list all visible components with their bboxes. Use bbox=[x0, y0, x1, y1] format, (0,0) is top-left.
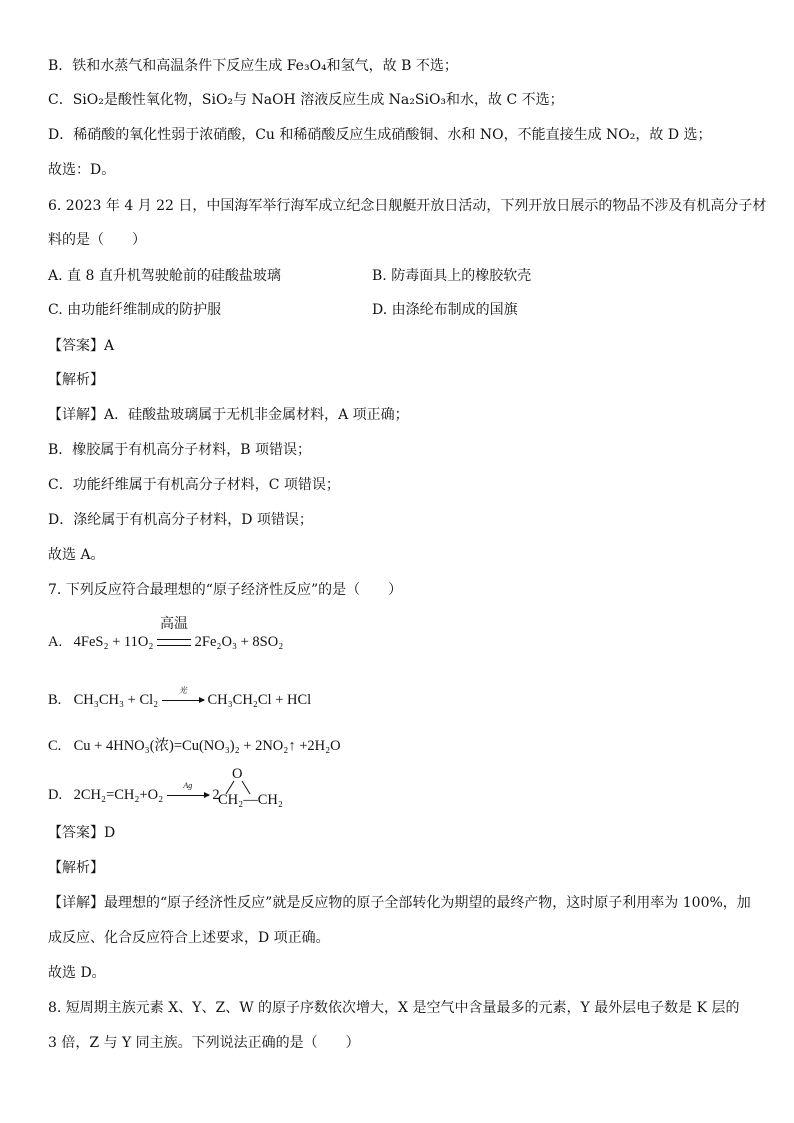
eq-d-condition-text: Ag bbox=[183, 781, 193, 790]
eq-d-coefficient: 2 bbox=[212, 787, 220, 803]
q7-answer: 【答案】D bbox=[48, 825, 116, 841]
q7-equation-d bbox=[48, 781, 220, 805]
eq-d-label: D. bbox=[48, 787, 63, 803]
eq-a-condition bbox=[157, 617, 191, 652]
eq-d-reactants: 2CH₂=CH₂+O₂ bbox=[73, 787, 164, 803]
reaction-arrow-icon bbox=[162, 700, 204, 701]
q6-option-c: C. 由功能纤维制成的防护服 bbox=[48, 302, 222, 318]
eq-d-condition bbox=[167, 781, 209, 805]
reaction-arrow-icon bbox=[167, 795, 209, 796]
q7-equation-c bbox=[48, 736, 341, 756]
eq-b-reactants: CH₃CH₃ + Cl₂ bbox=[73, 692, 159, 708]
question-6-stem: 6. 2023 年 4 月 22 日，中国海军举行海军成立纪念日舰艇开放日活动，下列开放日展示的物品不涉及有机高分子材 bbox=[48, 198, 767, 214]
q6-detail-b: B．橡胶属于有机高分子材料，B 项错误； bbox=[48, 442, 312, 458]
eq-b-products: CH₃CH₂Cl + HCl bbox=[207, 692, 312, 708]
q6-option-d: D. 由涤纶布制成的国旗 bbox=[372, 302, 518, 318]
q7-analysis-heading: 【解析】 bbox=[48, 860, 104, 876]
line-answer-d: 故选：D。 bbox=[48, 162, 116, 178]
line-b-iron: B．铁和水蒸气和高温条件下反应生成 Fe₃O₄和氢气，故 B 不选； bbox=[48, 58, 458, 74]
line-c-sio2: C．SiO₂是酸性氧化物，SiO₂与 NaOH 溶液反应生成 Na₂SiO₃和水，故 C 不选； bbox=[48, 92, 564, 108]
q7-equation-a bbox=[48, 617, 284, 652]
eq-b-condition bbox=[162, 686, 204, 710]
double-line-sign bbox=[157, 639, 191, 646]
q6-answer: 【答案】A bbox=[48, 338, 115, 354]
eq-a-products: 2Fe₂O₃ + 8SO₂ bbox=[194, 634, 284, 650]
eq-a-label: A. bbox=[48, 634, 63, 650]
q7-detail-b: 成反应、化合反应符合上述要求，D 项正确。 bbox=[48, 930, 330, 946]
eq-a-condition-text: 高温 bbox=[160, 617, 189, 632]
q6-detail-a: 【详解】A．硅酸盐玻璃属于无机非金属材料，A 项正确； bbox=[48, 407, 409, 423]
q6-detail-c: C．功能纤维属于有机高分子材料，C 项错误； bbox=[48, 477, 340, 493]
q6-analysis-heading: 【解析】 bbox=[48, 372, 104, 388]
eq-b-condition-text: 光 bbox=[178, 686, 187, 695]
q6-detail-d: D．涤纶属于有机高分子材料，D 项错误； bbox=[48, 512, 313, 528]
eq-c-label: C. bbox=[48, 738, 62, 754]
eq-c-text: Cu + 4HNO₃(浓)=Cu(NO₃)₂ + 2NO₂↑ +2H₂O bbox=[73, 738, 341, 754]
q6-conclusion: 故选 A。 bbox=[48, 547, 105, 563]
eq-a-reactants: 4FeS₂ + 11O₂ bbox=[73, 634, 154, 650]
line-d-nitric: D．稀硝酸的氧化性弱于浓硝酸，Cu 和稀硝酸反应生成硝酸铜、水和 NO，不能直接生成 NO₂，故 D 选； bbox=[48, 127, 712, 143]
q6-option-a: A. 直 8 直升机驾驶舱前的硅酸盐玻璃 bbox=[48, 268, 281, 284]
q7-equation-b bbox=[48, 686, 312, 710]
q7-detail-a: 【详解】最理想的“原子经济性反应”就是反应物的原子全部转化为期望的最终产物，这时原子利用率为 100%，加 bbox=[48, 895, 751, 911]
question-8-stem: 8. 短周期主族元素 X、Y、Z、W 的原子序数依次增大，X 是空气中含量最多的元素，Y 最外层电子数是 K 层的 bbox=[48, 1000, 740, 1016]
question-7-stem: 7. 下列反应符合最理想的“原子经济性反应”的是（ ） bbox=[48, 582, 403, 598]
question-6-stem-cont: 料的是（ ） bbox=[48, 232, 146, 248]
epoxide-ring-carbons: CH₂—CH₂ bbox=[218, 792, 283, 808]
q7-conclusion: 故选 D。 bbox=[48, 965, 106, 981]
epoxide-oxygen: O bbox=[232, 766, 243, 782]
q6-option-b: B. 防毒面具上的橡胶软壳 bbox=[372, 268, 532, 284]
eq-b-label: B. bbox=[48, 692, 62, 708]
question-8-stem-cont: 3 倍，Z 与 Y 同主族。下列说法正确的是（ ） bbox=[48, 1035, 360, 1051]
